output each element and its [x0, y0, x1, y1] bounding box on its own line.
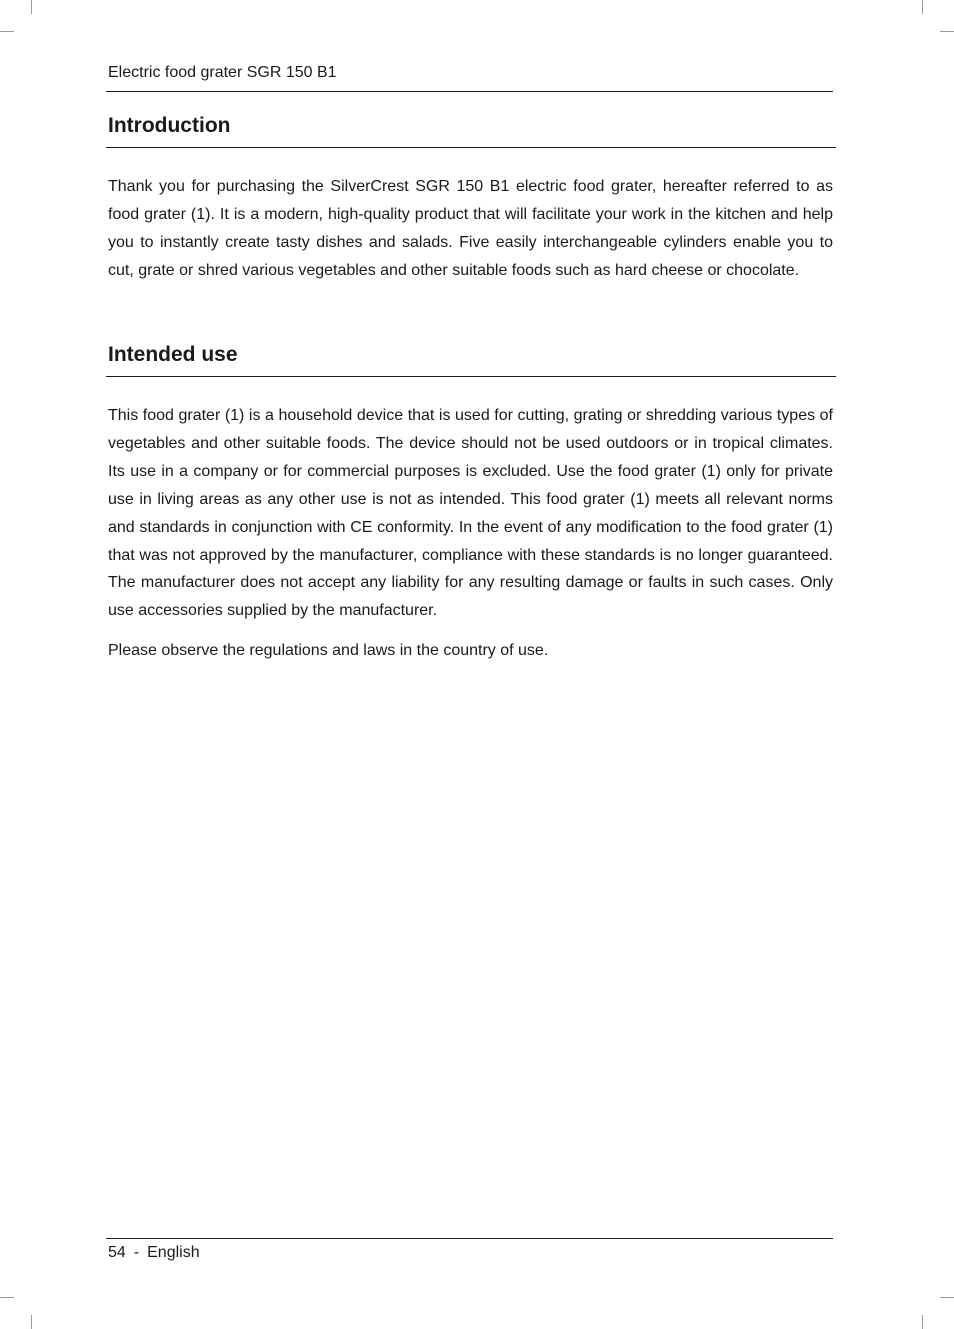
introduction-heading-rule [106, 147, 836, 148]
crop-mark-bottom-right-h [940, 1297, 954, 1298]
intended-use-heading-rule [106, 376, 836, 377]
crop-mark-top-right [922, 0, 923, 14]
intended-use-heading: Intended use [108, 343, 238, 366]
intended-use-paragraph: This food grater (1) is a household device that is used for cutting, grating or shredding various types of vegetables and other suitable foods. The device should not be used outdoors or in tropical climates. Its use in a company or for commercial purposes is excluded. Use the food grater (1) only for private use in living areas as any other use is not as intended. This food grater (1) meets all relevant norms and standards in conjunction with CE conformity. In the event of any modification to the food grater (1) that was not approved by the manufacturer, compliance with these standards is no longer guaranteed. The manufacturer does not accept any liability for any resulting damage or faults in such cases. Only use accessories supplied by the manufacturer. [108, 407, 833, 620]
footer-language: English [147, 1244, 200, 1261]
crop-mark-top-left-h [0, 31, 14, 32]
introduction-paragraph: Thank you for purchasing the SilverCrest SGR 150 B1 electric food grater, hereafter referred to as food grater (1). It is a modern, high-quality product that will facilitate your work in the kitchen and help you to instantly create tasty dishes and salads. Five easily interchangeable cylinders enable you to cut, grate or shred various vegetables and other suitable foods such as hard cheese or chocolate. [108, 178, 833, 279]
footer-separator: - [133, 1244, 140, 1261]
page-footer [108, 1243, 200, 1263]
crop-mark-top-left [31, 0, 32, 14]
crop-mark-bottom-left [31, 1315, 32, 1329]
introduction-heading: Introduction [108, 114, 231, 137]
footer-rule [106, 1238, 833, 1239]
page-number: 54 [108, 1244, 126, 1261]
crop-mark-top-right-h [940, 31, 954, 32]
crop-mark-bottom-left-h [0, 1297, 14, 1298]
header-rule [106, 91, 833, 92]
regulations-paragraph: Please observe the regulations and laws in the country of use. [108, 642, 549, 659]
running-header: Electric food grater SGR 150 B1 [108, 64, 337, 81]
crop-mark-bottom-right [922, 1315, 923, 1329]
